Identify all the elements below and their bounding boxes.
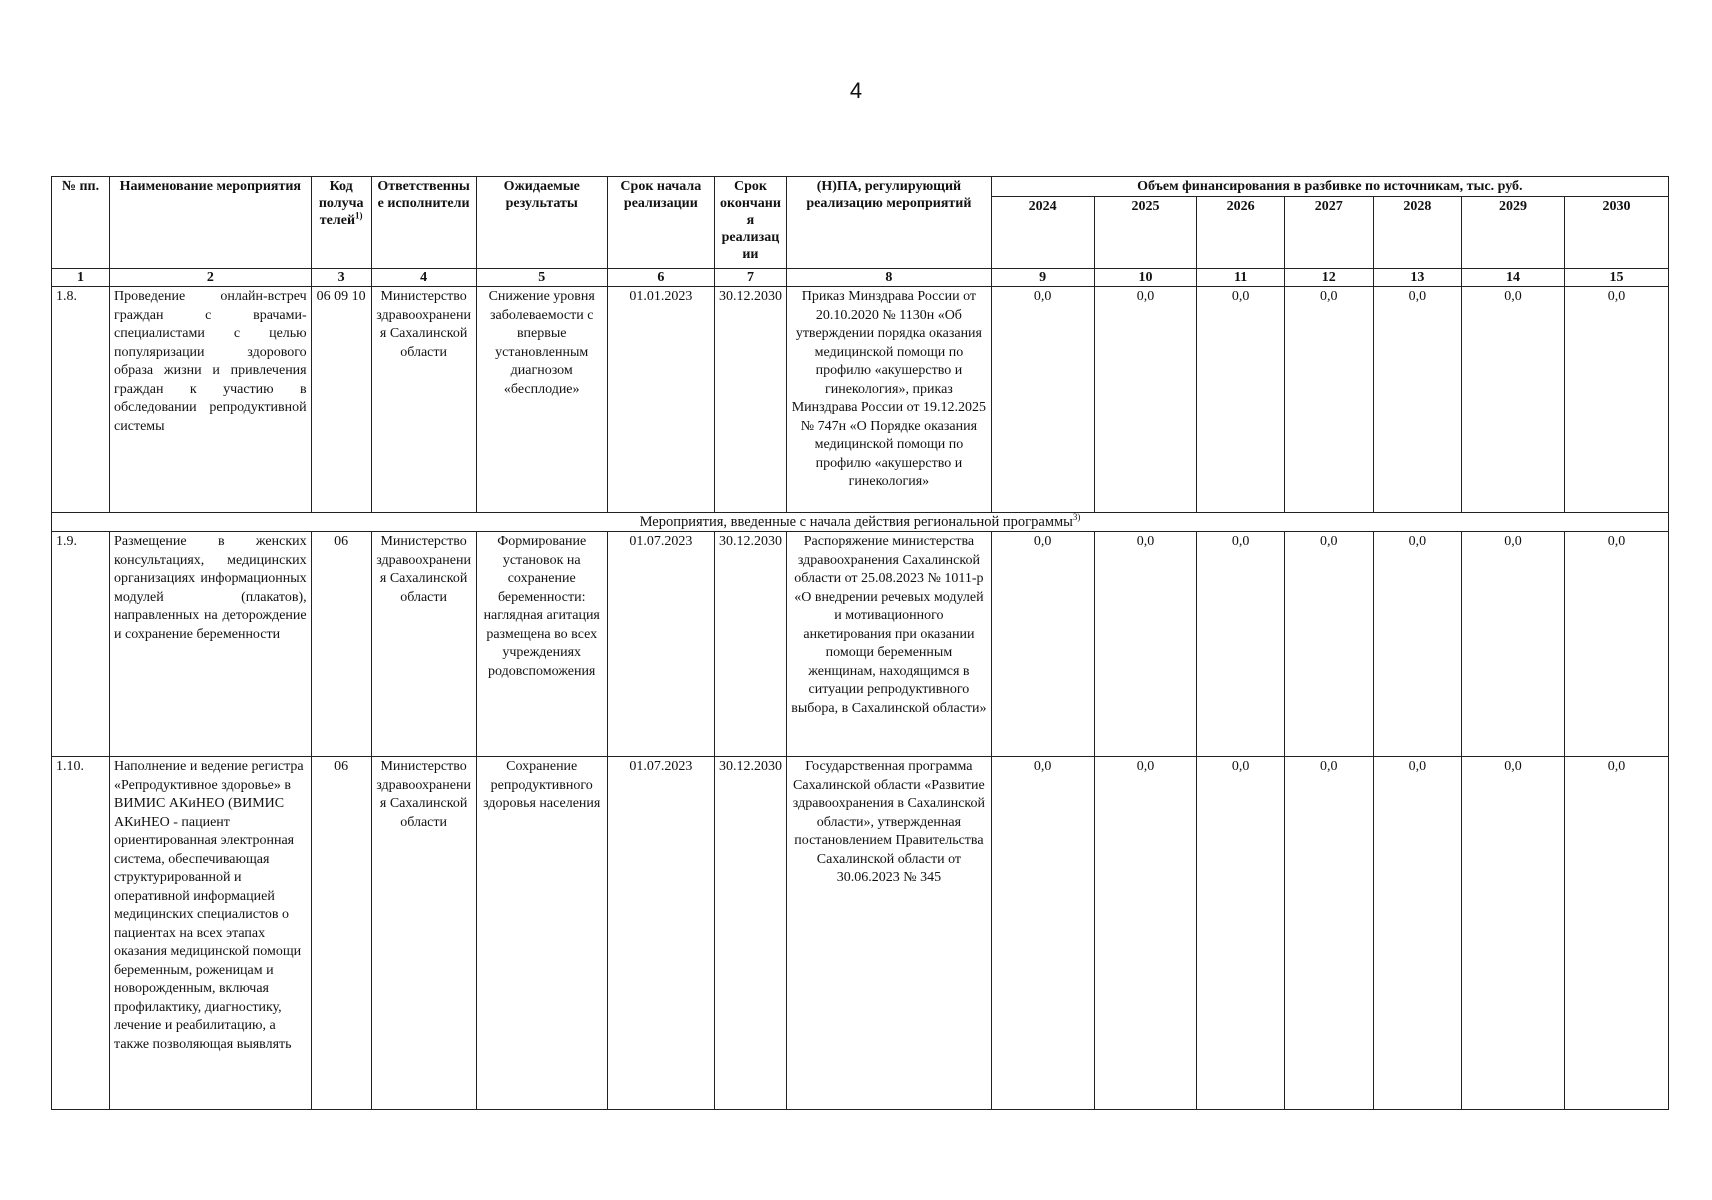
row-funding-value: 0,0 bbox=[1094, 532, 1197, 757]
column-number: 7 bbox=[714, 269, 786, 287]
header-year: 2028 bbox=[1373, 197, 1462, 269]
row-funding-value: 0,0 bbox=[1094, 287, 1197, 513]
column-number: 3 bbox=[311, 269, 371, 287]
column-number: 8 bbox=[787, 269, 992, 287]
column-number: 13 bbox=[1373, 269, 1462, 287]
row-funding-value: 0,0 bbox=[1462, 287, 1565, 513]
row-responsible: Министерство здравоохранения Сахалинской области bbox=[371, 757, 476, 1110]
row-funding-value: 0,0 bbox=[991, 532, 1094, 757]
table-row bbox=[52, 532, 1669, 757]
header-row bbox=[52, 177, 1669, 197]
header-num: № пп. bbox=[52, 177, 110, 269]
row-start: 01.01.2023 bbox=[607, 287, 714, 513]
row-funding-value: 0,0 bbox=[1284, 287, 1373, 513]
header-year: 2026 bbox=[1197, 197, 1285, 269]
column-number: 5 bbox=[476, 269, 607, 287]
header-funding: Объем финансирования в разбивке по источникам, тыс. руб. bbox=[991, 177, 1668, 197]
row-funding-value: 0,0 bbox=[1094, 757, 1197, 1110]
column-number: 6 bbox=[607, 269, 714, 287]
column-number: 14 bbox=[1462, 269, 1565, 287]
header-code bbox=[311, 177, 371, 269]
section-heading-text: Мероприятия, введенные с начала действия региональной программы bbox=[639, 514, 1073, 530]
row-funding-value: 0,0 bbox=[1373, 532, 1462, 757]
row-start: 01.07.2023 bbox=[607, 532, 714, 757]
section-heading-footnote: 3) bbox=[1072, 512, 1081, 523]
row-start: 01.07.2023 bbox=[607, 757, 714, 1110]
header-year: 2027 bbox=[1284, 197, 1373, 269]
row-npa: Государственная программа Сахалинской области «Развитие здравоохранения в Сахалинской области», утвержденная постановлением Правительства Сахалинской области от 30.06.2023 № 345 bbox=[787, 757, 992, 1110]
column-number: 10 bbox=[1094, 269, 1197, 287]
row-codes: 06 bbox=[311, 757, 371, 1110]
header-year: 2029 bbox=[1462, 197, 1565, 269]
row-funding-value: 0,0 bbox=[1564, 287, 1668, 513]
row-end: 30.12.2030 bbox=[714, 287, 786, 513]
row-funding-value: 0,0 bbox=[1197, 287, 1285, 513]
table-row bbox=[52, 757, 1669, 1110]
header-name: Наименование мероприятия bbox=[110, 177, 312, 269]
header-year: 2025 bbox=[1094, 197, 1197, 269]
row-funding-value: 0,0 bbox=[1462, 757, 1565, 1110]
header-code-label: Код получателей bbox=[318, 179, 364, 228]
row-end: 30.12.2030 bbox=[714, 757, 786, 1110]
header-year: 2024 bbox=[991, 197, 1094, 269]
row-funding-value: 0,0 bbox=[1197, 532, 1285, 757]
column-numbers-row bbox=[52, 269, 1669, 287]
row-name: Проведение онлайн-встреч граждан с врачами-специалистами с целью популяризации здорового образа жизни и привлечения граждан к участию в обследовании репродуктивной системы bbox=[110, 287, 312, 513]
row-num: 1.9. bbox=[52, 532, 110, 757]
row-funding-value: 0,0 bbox=[991, 757, 1094, 1110]
row-funding-value: 0,0 bbox=[1564, 532, 1668, 757]
section-heading bbox=[52, 513, 1669, 532]
column-number: 11 bbox=[1197, 269, 1285, 287]
column-number: 2 bbox=[110, 269, 312, 287]
column-number: 12 bbox=[1284, 269, 1373, 287]
row-funding-value: 0,0 bbox=[1197, 757, 1285, 1110]
header-npa: (Н)ПА, регулирующий реализацию мероприятий bbox=[787, 177, 992, 269]
row-funding-value: 0,0 bbox=[991, 287, 1094, 513]
row-responsible: Министерство здравоохранения Сахалинской области bbox=[371, 287, 476, 513]
column-number: 4 bbox=[371, 269, 476, 287]
row-funding-value: 0,0 bbox=[1284, 532, 1373, 757]
row-funding-value: 0,0 bbox=[1373, 757, 1462, 1110]
row-funding-value: 0,0 bbox=[1462, 532, 1565, 757]
row-funding-value: 0,0 bbox=[1284, 757, 1373, 1110]
row-funding-value: 0,0 bbox=[1373, 287, 1462, 513]
column-number: 1 bbox=[52, 269, 110, 287]
row-codes: 06 bbox=[311, 532, 371, 757]
column-number: 9 bbox=[991, 269, 1094, 287]
row-funding-value: 0,0 bbox=[1564, 757, 1668, 1110]
row-npa: Распоряжение министерства здравоохранения Сахалинской области от 25.08.2023 № 1011-р «О внедрении речевых модулей и мотивационного анкетирования при оказании помощи беременным женщинам, находящимся в ситуации репродуктивного выбора, в Сахалинской области» bbox=[787, 532, 992, 757]
header-start: Срок начала реализации bbox=[607, 177, 714, 269]
row-name: Наполнение и ведение регистра «Репродуктивное здоровье» в ВИМИС АКиНЕО (ВИМИС АКиНЕО - пациент ориентированная электронная система, обеспечивающая структурированной и оперативной информацией медицинских специалистов о пациентах на всех этапах оказания медицинской помощи беременным, роженицам и новорожденным, включая профилактику, диагностику, лечение и реабилитацию, а также позволяющая выявлять bbox=[110, 757, 312, 1110]
header-expected: Ожидаемые результаты bbox=[476, 177, 607, 269]
header-code-footnote: 1) bbox=[355, 210, 363, 221]
row-num: 1.8. bbox=[52, 287, 110, 513]
table-row bbox=[52, 287, 1669, 513]
row-expected: Формирование установок на сохранение беременности: наглядная агитация размещена во всех учреждениях родовспоможения bbox=[476, 532, 607, 757]
row-expected: Снижение уровня заболеваемости с впервые установленным диагнозом «бесплодие» bbox=[476, 287, 607, 513]
header-year: 2030 bbox=[1564, 197, 1668, 269]
header-responsible: Ответственные исполнители bbox=[371, 177, 476, 269]
header-end: Срок окончания реализации bbox=[714, 177, 786, 269]
section-heading-row bbox=[52, 513, 1669, 532]
column-number: 15 bbox=[1564, 269, 1668, 287]
row-responsible: Министерство здравоохранения Сахалинской области bbox=[371, 532, 476, 757]
page-number: 4 bbox=[849, 78, 863, 103]
row-name: Размещение в женских консультациях, медицинских организациях информационных модулей (плакатов), направленных на деторождение и сохранение беременности bbox=[110, 532, 312, 757]
row-expected: Сохранение репродуктивного здоровья населения bbox=[476, 757, 607, 1110]
row-npa: Приказ Минздрава России от 20.10.2020 № 1130н «Об утверждении порядка оказания медицинской помощи по профилю «акушерство и гинекология», приказ Минздрава России от 19.12.2025 № 747н «О Порядке оказания медицинской помощи по профилю «акушерство и гинекология» bbox=[787, 287, 992, 513]
row-num: 1.10. bbox=[52, 757, 110, 1110]
activities-table bbox=[51, 176, 1669, 1110]
row-codes: 06 09 10 bbox=[311, 287, 371, 513]
row-end: 30.12.2030 bbox=[714, 532, 786, 757]
